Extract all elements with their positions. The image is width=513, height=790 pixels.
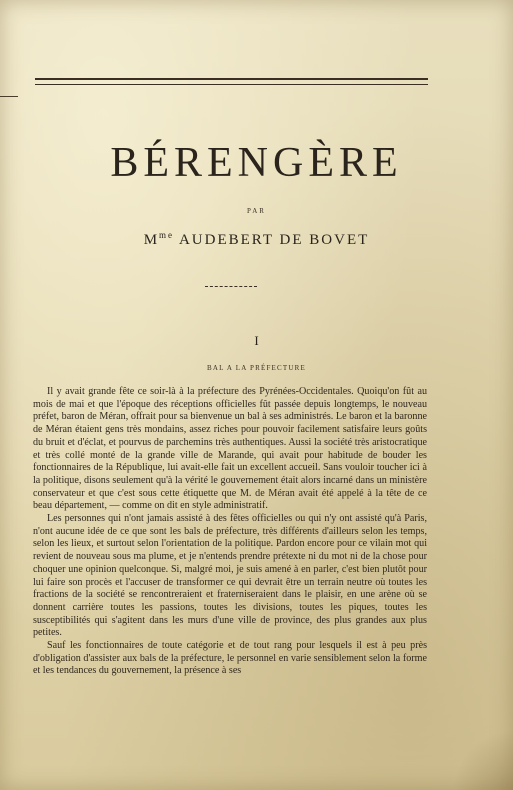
margin-mark bbox=[0, 96, 18, 97]
page-stain bbox=[453, 730, 513, 790]
author-surname: AUDEBERT DE BOVET bbox=[174, 232, 370, 248]
body-text bbox=[33, 386, 427, 678]
top-rule-thin bbox=[35, 84, 428, 85]
author-prefix: M bbox=[143, 232, 160, 248]
book-title: BÉRENGÈRE bbox=[110, 140, 403, 186]
author-prefix-sup: me bbox=[159, 230, 175, 240]
title-ornament bbox=[205, 286, 257, 287]
paragraph: Les personnes qui n'ont jamais assisté à des fêtes officielles ou qui n'y ont assisté qu'à Paris, n'ont aucune idée de ce que sont les bals de préfecture, très différents d'ailleurs selon les temps, selon les lieux, et surtout selon l'orientation de la politique. Pardon encore pour ce vilain mot qui revient de nouveau sous ma plume, et je n'entends prendre prétexte ni du mot ni de la chose pour choquer une opinion quelconque. Si, malgré moi, je suis amené à en parler, c'est bien plutôt pour lui faire son procès et l'accuser de transformer ce qui devrait être un terrain neutre où toutes les fractions de la société se rencontreraient et fraterniseraient dans le plaisir, en une arène où se donnent carrière toutes les passions, toutes les divisions, toutes les piques, toutes les susceptibilités qui s'agitent dans les murs d'une ville de province, des plus grandes aux plus petites. bbox=[33, 513, 427, 639]
by-line: PAR bbox=[247, 207, 266, 215]
author-name bbox=[0, 230, 513, 249]
paragraph: Sauf les fonctionnaires de toute catégorie et de tout rang pour lesquels il est à peu près d'obligation d'assister aux bals de la préfecture, le personnel en varie sensiblement selon la forme et les tendances du gouvernement, la présence à ses bbox=[33, 640, 427, 677]
chapter-number: I bbox=[254, 333, 259, 348]
chapter-title: BAL A LA PRÉFECTURE bbox=[207, 364, 306, 372]
top-rule bbox=[35, 78, 428, 80]
paragraph: Il y avait grande fête ce soir-là à la préfecture des Pyrénées-Occidentales. Quoiqu'on fût au mois de mai et que l'époque des réceptions officielles fût passée depuis longtemps, le nouveau préfet, baron de Méran, offrait pour sa bienvenue un bal à ses administrés. Le baron et la baronne de Méran étaient gens très mondains, assez riches pour pouvoir facilement satisfaire leurs goûts du bruit et d'éclat, et pourvus de parchemins très authentiques. Aussi la société très aristocratique et très collé monté de la grande ville de Marande, qui avait pour habitude de bouder les fonctionnaires de la République, lui avait-elle fait un excellent accueil. Sans vouloir toucher ici à la politique, disons seulement qu'à la vérité le gouvernement était alors incarné dans un ministère conservateur et que c'est sous cette étiquette que M. de Méran avait été appelé à la tête de ce beau département, — comme on dit en style administratif. bbox=[33, 386, 427, 512]
